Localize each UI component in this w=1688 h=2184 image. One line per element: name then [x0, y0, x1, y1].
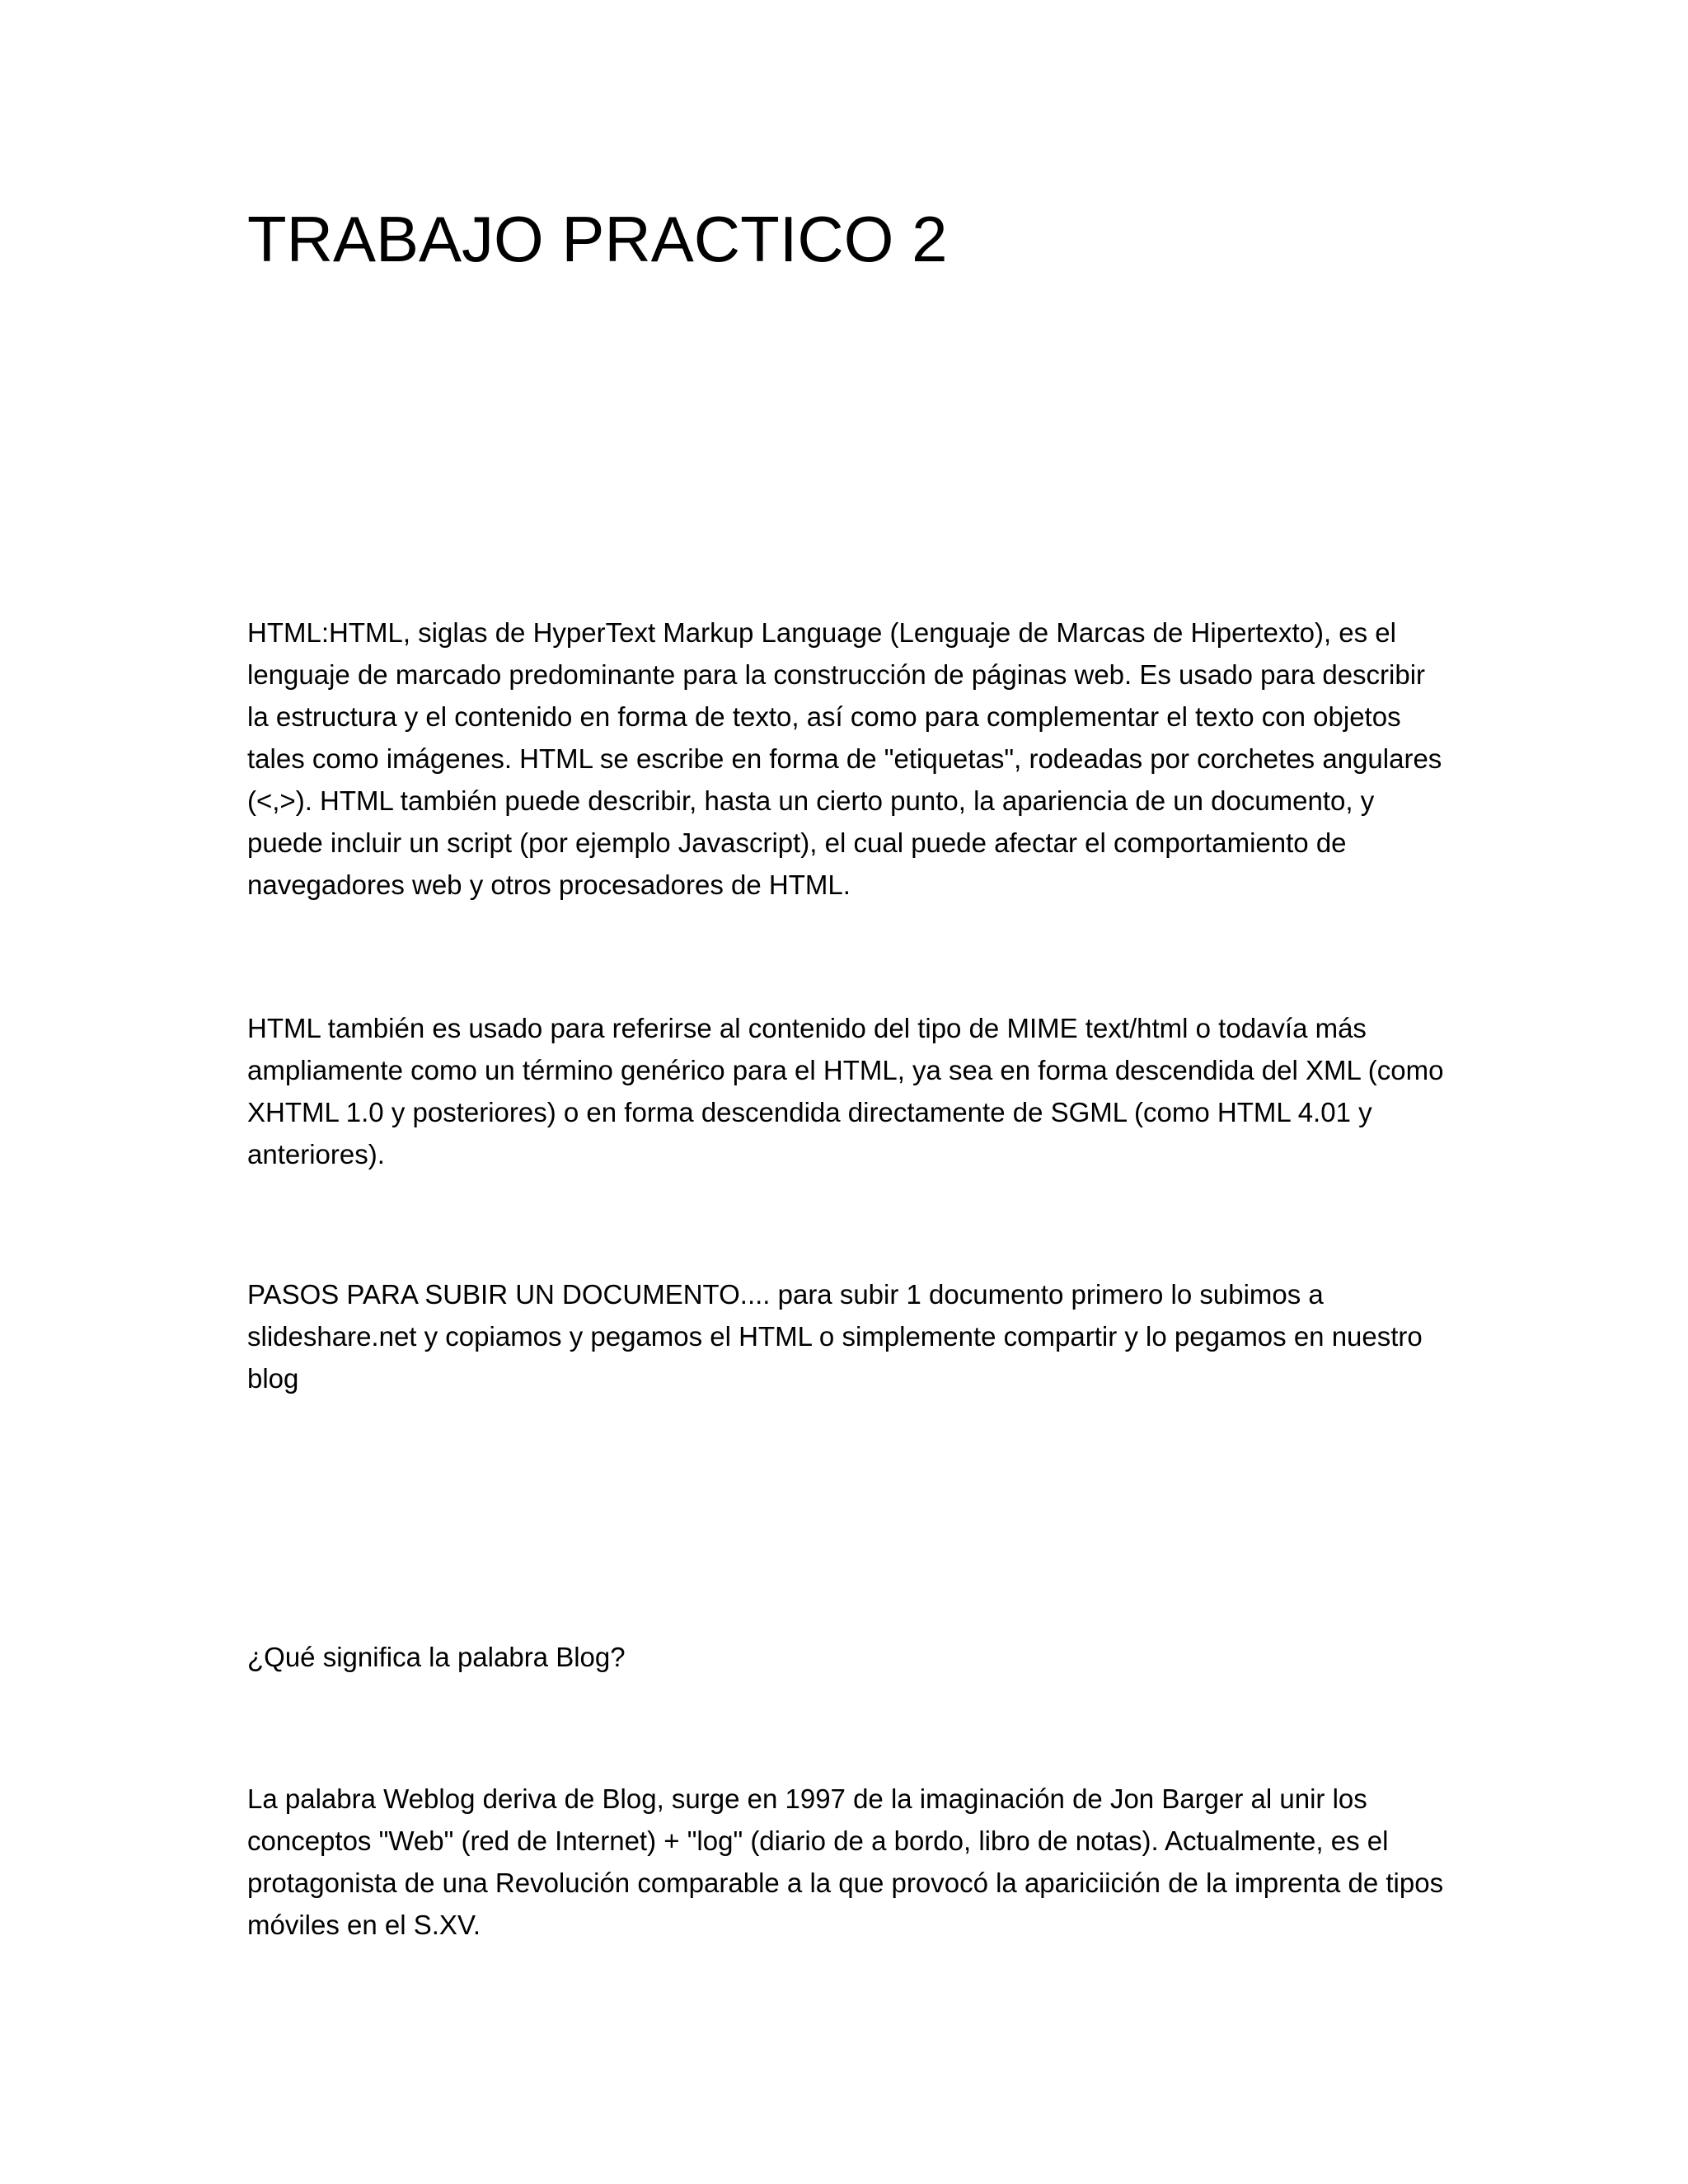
paragraph-html-definition: HTML:HTML, siglas de HyperText Markup Language (Lenguaje de Marcas de Hipertexto), es el lenguaje de marcado predominante para la construcción de páginas web. Es usado para describir la estructura y el contenido en forma de texto, así como para complementar el texto con objetos tales como imágenes. HTML se escribe en forma de "etiquetas", rodeadas por corchetes angulares (<,>). HTML también puede describir, hasta un cierto punto, la apariencia de un documento, y puede incluir un script (por ejemplo Javascript), el cual puede afectar el comportamiento de navegadores web y otros procesadores de HTML.	[247, 617, 1442, 900]
paragraph-html-mime: HTML también es usado para referirse al contenido del tipo de MIME text/html o todavía más ampliamente como un término genérico para el HTML, ya sea en forma descendida del XML (como XHTML 1.0 y posteriores) o en forma descendida directamente de SGML (como HTML 4.01 y anteriores).	[247, 1013, 1444, 1169]
paragraph-upload-steps: PASOS PARA SUBIR UN DOCUMENTO.... para subir 1 documento primero lo subimos a slideshare.net y copiamos y pegamos el HTML o simplemente compartir y lo pegamos en nuestro blog	[247, 1279, 1423, 1394]
paragraph-blog-question: ¿Qué significa la palabra Blog?	[247, 1642, 626, 1672]
paragraph-blog-answer: La palabra Weblog deriva de Blog, surge en 1997 de la imaginación de Jon Barger al unir los conceptos "Web" (red de Internet) + "log" (diario de a bordo, libro de notas). Actualmente, es el protagonista de una Revolución comparable a la que provocó la apariciición de la imprenta de tipos móviles en el S.XV.	[247, 1783, 1444, 1940]
document-title: TRABAJO PRACTICO 2	[247, 203, 948, 275]
